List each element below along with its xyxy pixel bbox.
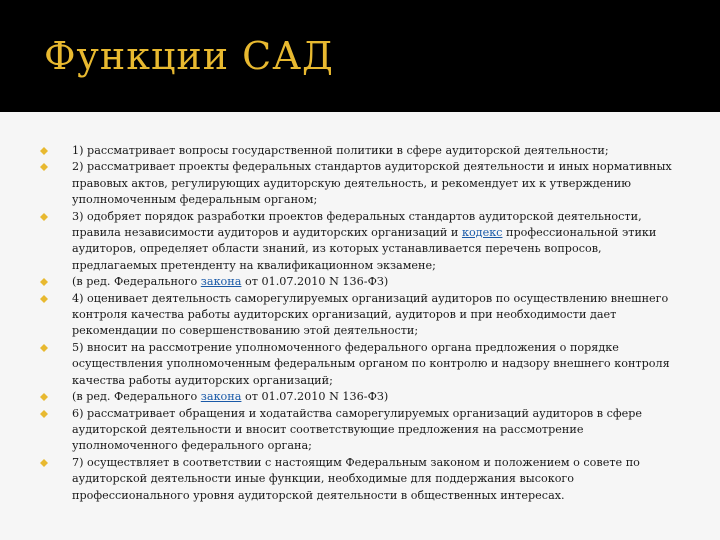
diamond-bullet-icon: [40, 278, 48, 286]
list-item-text: (в ред. Федерального: [72, 390, 201, 404]
list-item: [40, 455, 680, 504]
list-item: [40, 406, 680, 455]
kodeks-link[interactable]: кодекс: [461, 226, 503, 240]
list-item: [40, 274, 680, 290]
list-item: [40, 389, 680, 405]
list-item: [40, 340, 680, 389]
diamond-bullet-icon: [40, 393, 48, 401]
diamond-bullet-icon: [40, 459, 48, 467]
diamond-bullet-icon: [40, 213, 48, 221]
list-item-text: 5) вносит на рассмотрение уполномоченного федерального органа предложения о порядке осуществления уполномоченным федеральным органом по контролю и надзору внешнего контроля качества работы аудиторских организаций;: [72, 340, 670, 387]
list-item-text: 7) осуществляет в соответствии с настоящим Федеральным законом и положением о совете по аудиторской деятельности иные функции, необходимые для поддержания высокого профессионального уровня аудиторской деятельности в общественных интересах.: [72, 455, 640, 502]
title-bar: [0, 0, 720, 112]
list-item: [40, 209, 680, 275]
diamond-bullet-icon: [40, 295, 48, 303]
list-item-text: 4) оценивает деятельность саморегулируемых организаций аудиторов по осуществлению внешнего контроля качества работы аудиторских организаций, аудиторов и при необходимости дает рекомендации по совершенствованию этой деятельности;: [72, 291, 669, 338]
zakon-link[interactable]: закона: [200, 275, 242, 289]
list-item: [40, 291, 680, 340]
content-area: [0, 112, 720, 540]
diamond-bullet-icon: [40, 410, 48, 418]
list-item-text: 6) рассматривает обращения и ходатайства саморегулируемых организаций аудиторов в сфере аудиторской деятельности и вносит соответствующие предложения на рассмотрение уполномоченного федерального органа;: [72, 406, 643, 453]
list-item-text: профессиональной этики аудиторов, определяет области знаний, из которых устанавливается перечень вопросов, предлагаемых претенденту на квалификационном экзамене;: [72, 226, 657, 272]
list-item: [40, 143, 680, 159]
zakon-link[interactable]: закона: [200, 390, 242, 404]
list-item-text: 1) рассматривает вопросы государственной политики в сфере аудиторской деятельности;: [72, 144, 609, 157]
list-item-text: от 01.07.2010 N 136-ФЗ): [241, 390, 389, 404]
function-list: [40, 143, 680, 504]
list-item: [40, 159, 680, 208]
diamond-bullet-icon: [40, 163, 48, 171]
page-title: Функции САД: [44, 34, 334, 78]
diamond-bullet-icon: [40, 147, 48, 155]
list-item-text: (в ред. Федерального: [72, 275, 201, 289]
list-item-text: от 01.07.2010 N 136-ФЗ): [241, 275, 389, 289]
list-item-text: 2) рассматривает проекты федеральных стандартов аудиторской деятельности и иных нормативных правовых актов, регулирующих аудиторскую деятельность, и рекомендует их к утверждению уполномоченным федеральным органом;: [72, 160, 672, 207]
list-item-text: 3) одобряет порядок разработки проектов федеральных стандартов аудиторской деятельности, правила независимости аудиторов и аудиторских организаций и: [72, 209, 642, 240]
diamond-bullet-icon: [40, 344, 48, 352]
